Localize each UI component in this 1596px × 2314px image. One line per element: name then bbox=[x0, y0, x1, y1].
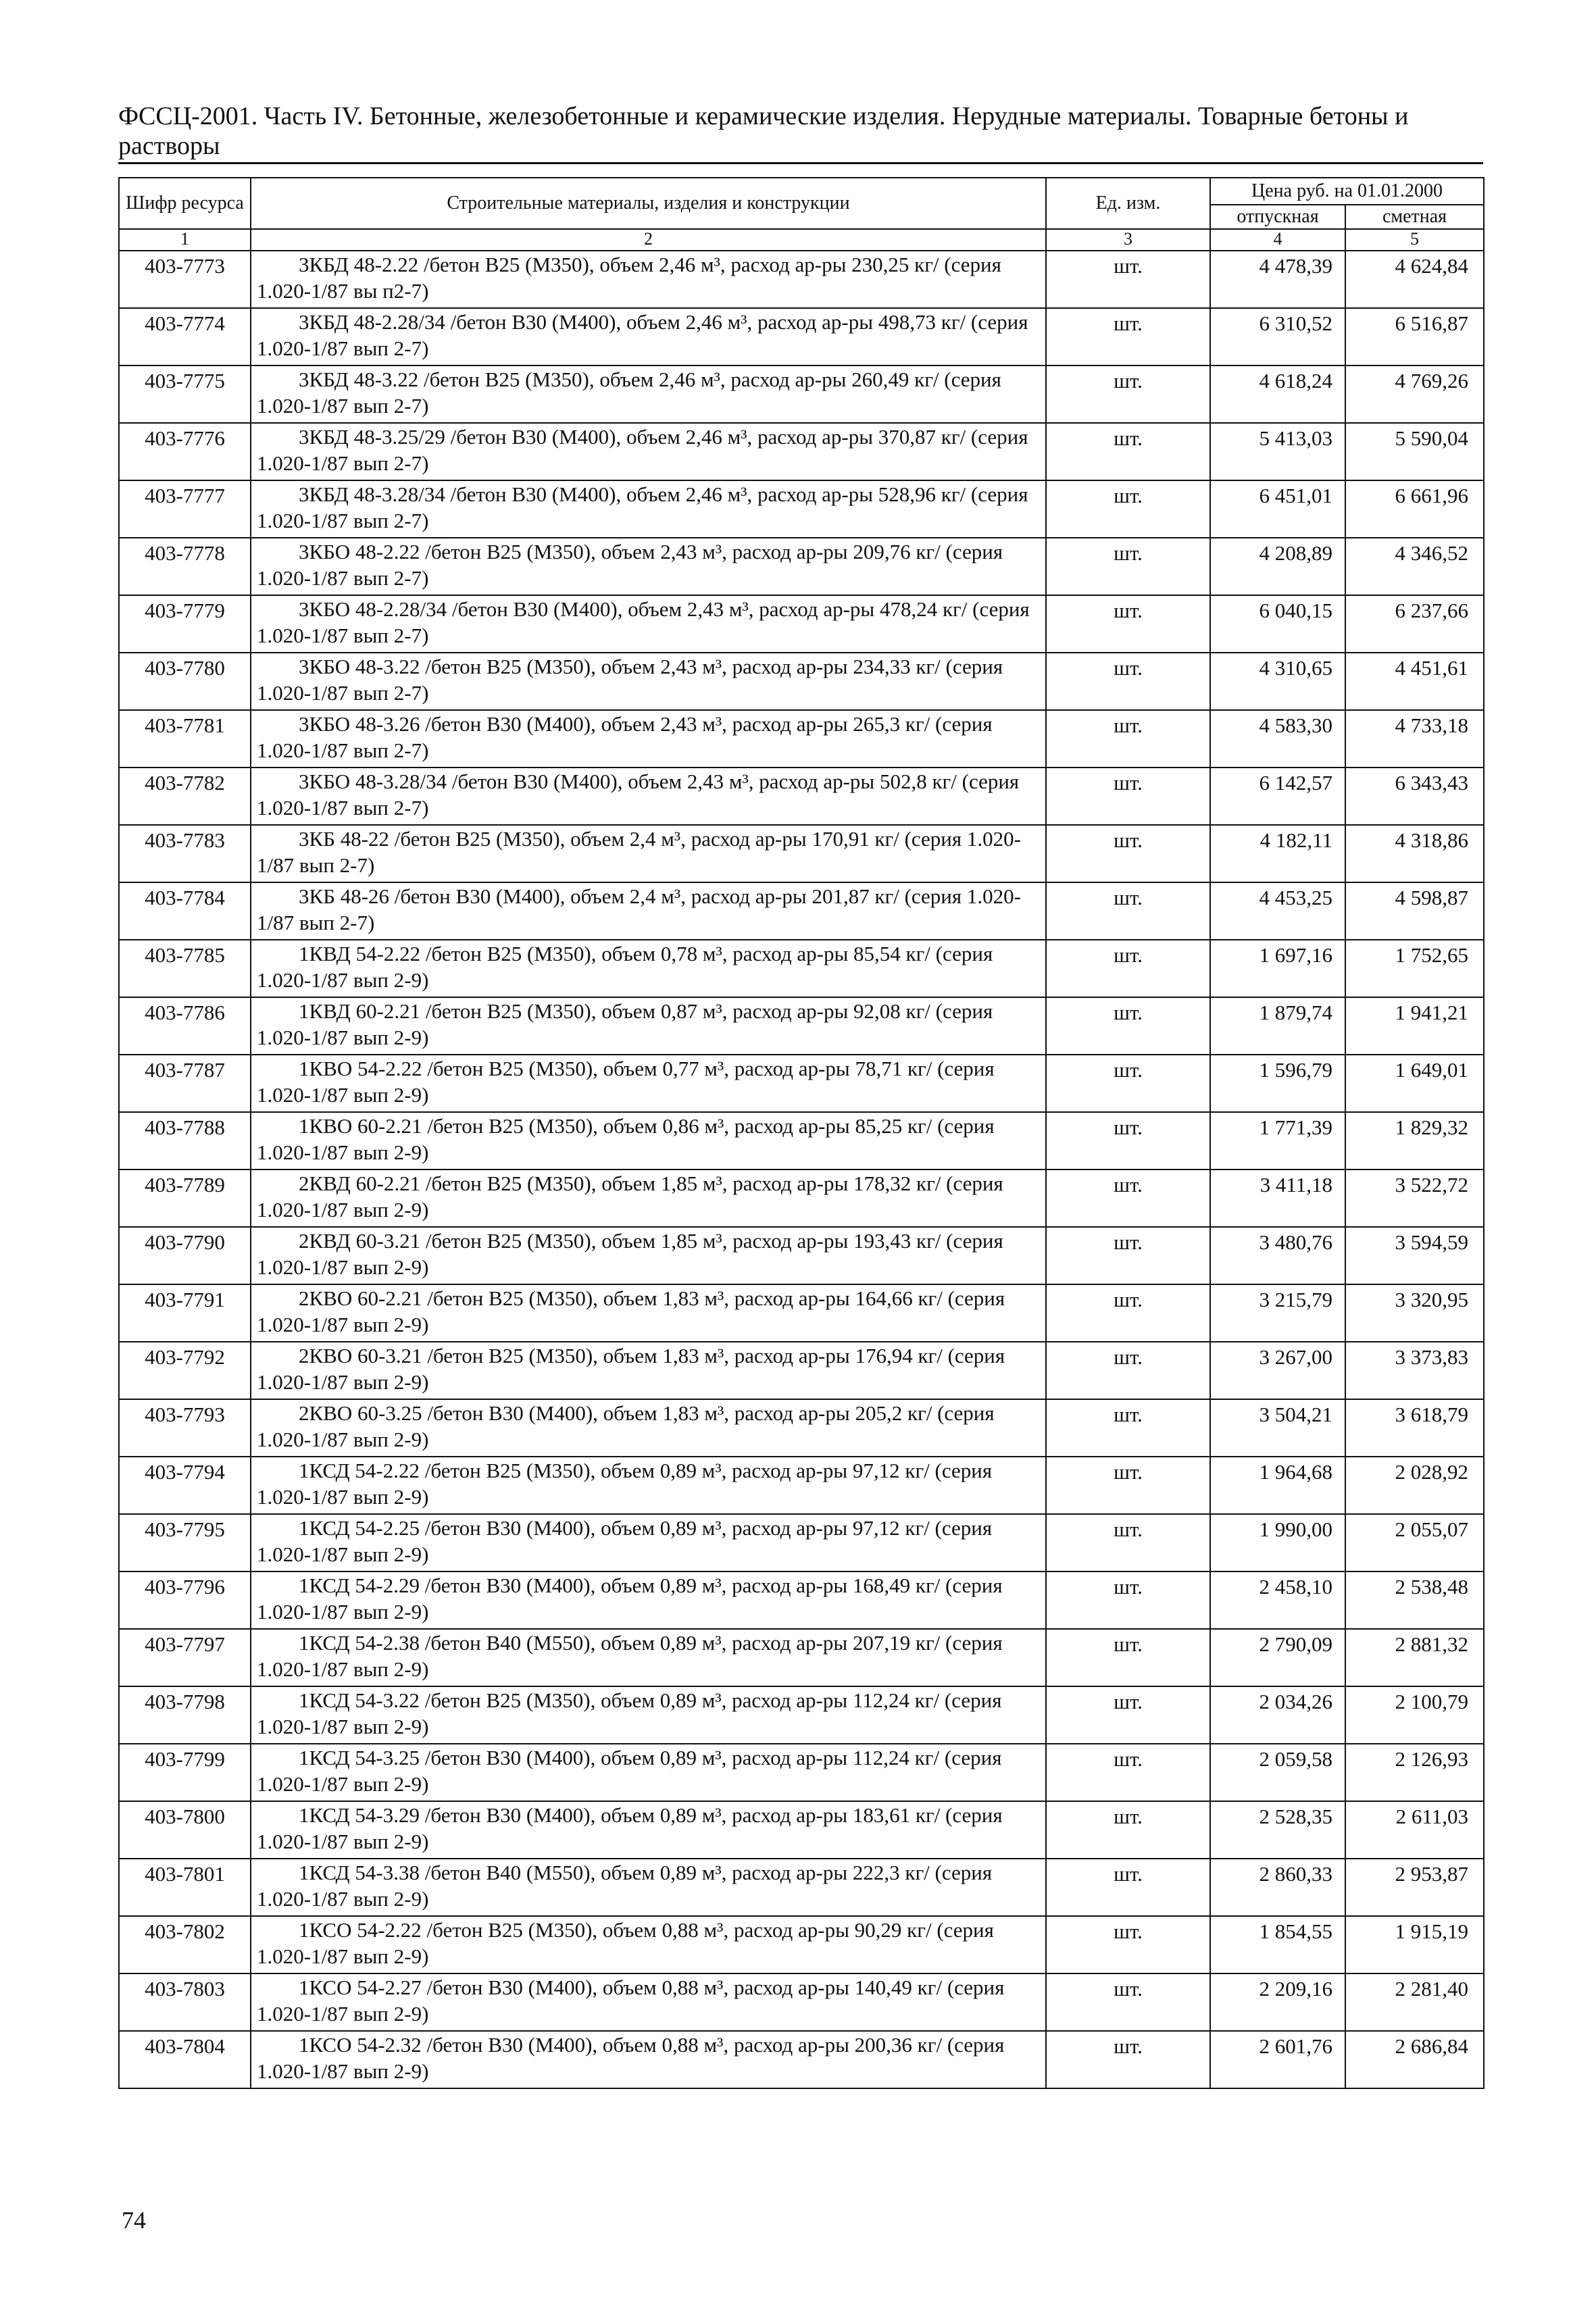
material-description-cell: 1КСД 54-3.22 /бетон В25 (М350), объем 0,89 м³, расход ар-ры 112,24 кг/ (серия 1.020-1/87 вып 2-9) bbox=[251, 1686, 1046, 1744]
material-description-cell: 3КБО 48-2.22 /бетон В25 (М350), объем 2,43 м³, расход ар-ры 209,76 кг/ (серия 1.020-1/87 вып 2-7) bbox=[251, 538, 1046, 595]
resource-code-cell: 403-7800 bbox=[119, 1801, 251, 1859]
material-description-cell: 3КБД 48-3.25/29 /бетон В30 (М400), объем 2,46 м³, расход ар-ры 370,87 кг/ (серия 1.020-1/87 вып 2-7) bbox=[251, 423, 1046, 480]
material-description-cell: 1КСД 54-2.29 /бетон В30 (М400), объем 0,89 м³, расход ар-ры 168,49 кг/ (серия 1.020-1/87 вып 2-9) bbox=[251, 1571, 1046, 1629]
resource-code-cell: 403-7790 bbox=[119, 1227, 251, 1284]
estimate-price-cell: 2 611,03 bbox=[1345, 1801, 1484, 1859]
resource-code-cell: 403-7774 bbox=[119, 308, 251, 366]
material-description-cell: 1КСО 54-2.32 /бетон В30 (М400), объем 0,88 м³, расход ар-ры 200,36 кг/ (серия 1.020-1/87 вып 2-9) bbox=[251, 2031, 1046, 2088]
estimate-price-cell: 1 649,01 bbox=[1345, 1055, 1484, 1112]
material-description-cell: 2КВД 60-2.21 /бетон В25 (М350), объем 1,85 м³, расход ар-ры 178,32 кг/ (серия 1.020-1/87 вып 2-9) bbox=[251, 1169, 1046, 1227]
release-price-cell: 2 458,10 bbox=[1210, 1571, 1345, 1629]
unit-cell: шт. bbox=[1046, 1055, 1210, 1112]
table-row bbox=[119, 1284, 1484, 1342]
unit-cell: шт. bbox=[1046, 308, 1210, 366]
table-row bbox=[119, 308, 1484, 366]
estimate-price-cell: 2 281,40 bbox=[1345, 1973, 1484, 2031]
release-price-cell: 6 310,52 bbox=[1210, 308, 1345, 366]
column-number-4: 4 bbox=[1210, 229, 1345, 251]
estimate-price-cell: 1 915,19 bbox=[1345, 1916, 1484, 1973]
resource-code-cell: 403-7787 bbox=[119, 1055, 251, 1112]
unit-cell: шт. bbox=[1046, 940, 1210, 997]
release-price-cell: 3 504,21 bbox=[1210, 1399, 1345, 1457]
table-row bbox=[119, 768, 1484, 825]
estimate-price-cell: 6 661,96 bbox=[1345, 480, 1484, 538]
estimate-price-cell: 6 343,43 bbox=[1345, 768, 1484, 825]
resource-code-cell: 403-7796 bbox=[119, 1571, 251, 1629]
release-price-cell: 2 034,26 bbox=[1210, 1686, 1345, 1744]
material-description-cell: 3КБО 48-3.22 /бетон В25 (М350), объем 2,43 м³, расход ар-ры 234,33 кг/ (серия 1.020-1/87 вып 2-7) bbox=[251, 653, 1046, 710]
table-row bbox=[119, 1169, 1484, 1227]
release-price-cell: 3 215,79 bbox=[1210, 1284, 1345, 1342]
table-row bbox=[119, 1055, 1484, 1112]
page-header-title: ФССЦ-2001. Часть IV. Бетонные, железобетонные и керамические изделия. Нерудные материалы. Товарные бетоны и растворы bbox=[118, 102, 1409, 160]
estimate-price-cell: 2 126,93 bbox=[1345, 1744, 1484, 1801]
unit-cell: шт. bbox=[1046, 1399, 1210, 1457]
unit-cell: шт. bbox=[1046, 1916, 1210, 1973]
estimate-price-cell: 4 318,86 bbox=[1345, 825, 1484, 882]
release-price-cell: 1 879,74 bbox=[1210, 997, 1345, 1055]
unit-cell: шт. bbox=[1046, 1342, 1210, 1399]
table-row bbox=[119, 1859, 1484, 1916]
material-description-cell: 3КБО 48-2.28/34 /бетон В30 (М400), объем 2,43 м³, расход ар-ры 478,24 кг/ (серия 1.020-1/87 вып 2-7) bbox=[251, 595, 1046, 653]
material-description-cell: 1КВД 60-2.21 /бетон В25 (М350), объем 0,87 м³, расход ар-ры 92,08 кг/ (серия 1.020-1/87 вып 2-9) bbox=[251, 997, 1046, 1055]
material-description-cell: 2КВО 60-2.21 /бетон В25 (М350), объем 1,83 м³, расход ар-ры 164,66 кг/ (серия 1.020-1/87 вып 2-9) bbox=[251, 1284, 1046, 1342]
table-row bbox=[119, 1342, 1484, 1399]
resource-code-cell: 403-7777 bbox=[119, 480, 251, 538]
material-description-cell: 3КБО 48-3.26 /бетон В30 (М400), объем 2,43 м³, расход ар-ры 265,3 кг/ (серия 1.020-1/87 вып 2-7) bbox=[251, 710, 1046, 768]
material-description-cell: 2КВО 60-3.25 /бетон В30 (М400), объем 1,83 м³, расход ар-ры 205,2 кг/ (серия 1.020-1/87 вып 2-9) bbox=[251, 1399, 1046, 1457]
unit-cell: шт. bbox=[1046, 1514, 1210, 1571]
unit-cell: шт. bbox=[1046, 768, 1210, 825]
resource-code-cell: 403-7786 bbox=[119, 997, 251, 1055]
material-description-cell: 1КСД 54-2.25 /бетон В30 (М400), объем 0,89 м³, расход ар-ры 97,12 кг/ (серия 1.020-1/87 вып 2-9) bbox=[251, 1514, 1046, 1571]
estimate-price-cell: 3 373,83 bbox=[1345, 1342, 1484, 1399]
column-number-3: 3 bbox=[1046, 229, 1210, 251]
material-description-cell: 3КБД 48-2.22 /бетон В25 (М350), объем 2,46 м³, расход ар-ры 230,25 кг/ (серия 1.020-1/87 вы п2-7) bbox=[251, 251, 1046, 308]
resource-code-cell: 403-7795 bbox=[119, 1514, 251, 1571]
release-price-cell: 4 478,39 bbox=[1210, 251, 1345, 308]
estimate-price-cell: 1 752,65 bbox=[1345, 940, 1484, 997]
table-row bbox=[119, 595, 1484, 653]
table-row bbox=[119, 940, 1484, 997]
resource-code-cell: 403-7802 bbox=[119, 1916, 251, 1973]
header-divider bbox=[118, 162, 1483, 164]
release-price-cell: 1 697,16 bbox=[1210, 940, 1345, 997]
release-price-cell: 2 790,09 bbox=[1210, 1629, 1345, 1686]
resource-code-cell: 403-7803 bbox=[119, 1973, 251, 2031]
resource-code-cell: 403-7778 bbox=[119, 538, 251, 595]
header-release-price: отпускная bbox=[1210, 205, 1345, 229]
unit-cell: шт. bbox=[1046, 710, 1210, 768]
estimate-price-cell: 4 346,52 bbox=[1345, 538, 1484, 595]
table-row bbox=[119, 825, 1484, 882]
material-description-cell: 1КСД 54-2.38 /бетон В40 (М550), объем 0,89 м³, расход ар-ры 207,19 кг/ (серия 1.020-1/87 вып 2-9) bbox=[251, 1629, 1046, 1686]
material-description-cell: 1КСД 54-3.25 /бетон В30 (М400), объем 0,89 м³, расход ар-ры 112,24 кг/ (серия 1.020-1/87 вып 2-9) bbox=[251, 1744, 1046, 1801]
material-description-cell: 1КВО 60-2.21 /бетон В25 (М350), объем 0,86 м³, расход ар-ры 85,25 кг/ (серия 1.020-1/87 вып 2-9) bbox=[251, 1112, 1046, 1169]
table-row bbox=[119, 2031, 1484, 2088]
resource-code-cell: 403-7804 bbox=[119, 2031, 251, 2088]
release-price-cell: 1 771,39 bbox=[1210, 1112, 1345, 1169]
estimate-price-cell: 2 686,84 bbox=[1345, 2031, 1484, 2088]
resource-code-cell: 403-7792 bbox=[119, 1342, 251, 1399]
resource-code-cell: 403-7791 bbox=[119, 1284, 251, 1342]
material-description-cell: 1КСД 54-3.29 /бетон В30 (М400), объем 0,89 м³, расход ар-ры 183,61 кг/ (серия 1.020-1/87 вып 2-9) bbox=[251, 1801, 1046, 1859]
page-number: 74 bbox=[122, 2207, 146, 2234]
unit-cell: шт. bbox=[1046, 2031, 1210, 2088]
table-row bbox=[119, 1514, 1484, 1571]
estimate-price-cell: 2 538,48 bbox=[1345, 1571, 1484, 1629]
table-body bbox=[119, 251, 1484, 2088]
material-description-cell: 3КБД 48-3.22 /бетон В25 (М350), объем 2,46 м³, расход ар-ры 260,49 кг/ (серия 1.020-1/87 вып 2-7) bbox=[251, 366, 1046, 423]
table-row bbox=[119, 1801, 1484, 1859]
release-price-cell: 4 182,11 bbox=[1210, 825, 1345, 882]
release-price-cell: 4 618,24 bbox=[1210, 366, 1345, 423]
table-row bbox=[119, 1457, 1484, 1514]
estimate-price-cell: 2 881,32 bbox=[1345, 1629, 1484, 1686]
price-table bbox=[118, 177, 1485, 2089]
resource-code-cell: 403-7798 bbox=[119, 1686, 251, 1744]
release-price-cell: 3 411,18 bbox=[1210, 1169, 1345, 1227]
release-price-cell: 6 040,15 bbox=[1210, 595, 1345, 653]
estimate-price-cell: 4 451,61 bbox=[1345, 653, 1484, 710]
unit-cell: шт. bbox=[1046, 1744, 1210, 1801]
resource-code-cell: 403-7782 bbox=[119, 768, 251, 825]
release-price-cell: 2 601,76 bbox=[1210, 2031, 1345, 2088]
table-row bbox=[119, 480, 1484, 538]
release-price-cell: 3 267,00 bbox=[1210, 1342, 1345, 1399]
table-row bbox=[119, 1629, 1484, 1686]
table-row bbox=[119, 1973, 1484, 2031]
release-price-cell: 6 451,01 bbox=[1210, 480, 1345, 538]
material-description-cell: 1КСД 54-3.38 /бетон В40 (М550), объем 0,89 м³, расход ар-ры 222,3 кг/ (серия 1.020-1/87 вып 2-9) bbox=[251, 1859, 1046, 1916]
material-description-cell: 3КБД 48-3.28/34 /бетон В30 (М400), объем 2,46 м³, расход ар-ры 528,96 кг/ (серия 1.020-1/87 вып 2-7) bbox=[251, 480, 1046, 538]
resource-code-cell: 403-7789 bbox=[119, 1169, 251, 1227]
table-row bbox=[119, 1112, 1484, 1169]
unit-cell: шт. bbox=[1046, 366, 1210, 423]
material-description-cell: 2КВО 60-3.21 /бетон В25 (М350), объем 1,83 м³, расход ар-ры 176,94 кг/ (серия 1.020-1/87 вып 2-9) bbox=[251, 1342, 1046, 1399]
resource-code-cell: 403-7801 bbox=[119, 1859, 251, 1916]
unit-cell: шт. bbox=[1046, 653, 1210, 710]
table-row bbox=[119, 538, 1484, 595]
estimate-price-cell: 3 618,79 bbox=[1345, 1399, 1484, 1457]
header-price: Цена руб. на 01.01.2000 bbox=[1210, 178, 1484, 205]
table-header bbox=[119, 178, 1484, 251]
resource-code-cell: 403-7797 bbox=[119, 1629, 251, 1686]
unit-cell: шт. bbox=[1046, 1686, 1210, 1744]
resource-code-cell: 403-7773 bbox=[119, 251, 251, 308]
release-price-cell: 1 990,00 bbox=[1210, 1514, 1345, 1571]
table-row bbox=[119, 1399, 1484, 1457]
estimate-price-cell: 4 598,87 bbox=[1345, 882, 1484, 940]
unit-cell: шт. bbox=[1046, 1571, 1210, 1629]
resource-code-cell: 403-7780 bbox=[119, 653, 251, 710]
resource-code-cell: 403-7788 bbox=[119, 1112, 251, 1169]
material-description-cell: 1КСД 54-2.22 /бетон В25 (М350), объем 0,89 м³, расход ар-ры 97,12 кг/ (серия 1.020-1/87 вып 2-9) bbox=[251, 1457, 1046, 1514]
table-row bbox=[119, 366, 1484, 423]
estimate-price-cell: 4 769,26 bbox=[1345, 366, 1484, 423]
unit-cell: шт. bbox=[1046, 825, 1210, 882]
unit-cell: шт. bbox=[1046, 997, 1210, 1055]
table-row bbox=[119, 423, 1484, 480]
estimate-price-cell: 2 028,92 bbox=[1345, 1457, 1484, 1514]
resource-code-cell: 403-7781 bbox=[119, 710, 251, 768]
release-price-cell: 1 964,68 bbox=[1210, 1457, 1345, 1514]
estimate-price-cell: 4 624,84 bbox=[1345, 251, 1484, 308]
material-description-cell: 3КБ 48-22 /бетон В25 (М350), объем 2,4 м³, расход ар-ры 170,91 кг/ (серия 1.020-1/87 вып 2-7) bbox=[251, 825, 1046, 882]
release-price-cell: 4 583,30 bbox=[1210, 710, 1345, 768]
release-price-cell: 3 480,76 bbox=[1210, 1227, 1345, 1284]
release-price-cell: 2 860,33 bbox=[1210, 1859, 1345, 1916]
header-estimate-price: сметная bbox=[1345, 205, 1484, 229]
unit-cell: шт. bbox=[1046, 1629, 1210, 1686]
table-row bbox=[119, 251, 1484, 308]
column-number-2: 2 bbox=[251, 229, 1046, 251]
table-row bbox=[119, 710, 1484, 768]
resource-code-cell: 403-7794 bbox=[119, 1457, 251, 1514]
table-row bbox=[119, 1744, 1484, 1801]
unit-cell: шт. bbox=[1046, 1973, 1210, 2031]
estimate-price-cell: 3 522,72 bbox=[1345, 1169, 1484, 1227]
unit-cell: шт. bbox=[1046, 1859, 1210, 1916]
material-description-cell: 3КБО 48-3.28/34 /бетон В30 (М400), объем 2,43 м³, расход ар-ры 502,8 кг/ (серия 1.020-1/87 вып 2-7) bbox=[251, 768, 1046, 825]
resource-code-cell: 403-7783 bbox=[119, 825, 251, 882]
unit-cell: шт. bbox=[1046, 423, 1210, 480]
estimate-price-cell: 5 590,04 bbox=[1345, 423, 1484, 480]
release-price-cell: 4 310,65 bbox=[1210, 653, 1345, 710]
unit-cell: шт. bbox=[1046, 1169, 1210, 1227]
table-row bbox=[119, 1686, 1484, 1744]
header-unit: Ед. изм. bbox=[1046, 178, 1210, 229]
estimate-price-cell: 3 320,95 bbox=[1345, 1284, 1484, 1342]
estimate-price-cell: 2 055,07 bbox=[1345, 1514, 1484, 1571]
resource-code-cell: 403-7775 bbox=[119, 366, 251, 423]
unit-cell: шт. bbox=[1046, 1284, 1210, 1342]
resource-code-cell: 403-7776 bbox=[119, 423, 251, 480]
estimate-price-cell: 1 829,32 bbox=[1345, 1112, 1484, 1169]
material-description-cell: 2КВД 60-3.21 /бетон В25 (М350), объем 1,85 м³, расход ар-ры 193,43 кг/ (серия 1.020-1/87 вып 2-9) bbox=[251, 1227, 1046, 1284]
table-row bbox=[119, 997, 1484, 1055]
header-code: Шифр ресурса bbox=[119, 178, 251, 229]
unit-cell: шт. bbox=[1046, 882, 1210, 940]
release-price-cell: 2 209,16 bbox=[1210, 1973, 1345, 2031]
release-price-cell: 1 596,79 bbox=[1210, 1055, 1345, 1112]
column-number-5: 5 bbox=[1345, 229, 1484, 251]
estimate-price-cell: 4 733,18 bbox=[1345, 710, 1484, 768]
estimate-price-cell: 6 237,66 bbox=[1345, 595, 1484, 653]
table-row bbox=[119, 882, 1484, 940]
resource-code-cell: 403-7779 bbox=[119, 595, 251, 653]
unit-cell: шт. bbox=[1046, 595, 1210, 653]
material-description-cell: 1КВО 54-2.22 /бетон В25 (М350), объем 0,77 м³, расход ар-ры 78,71 кг/ (серия 1.020-1/87 вып 2-9) bbox=[251, 1055, 1046, 1112]
header-description: Строительные материалы, изделия и конструкции bbox=[251, 178, 1046, 229]
release-price-cell: 4 453,25 bbox=[1210, 882, 1345, 940]
unit-cell: шт. bbox=[1046, 480, 1210, 538]
resource-code-cell: 403-7793 bbox=[119, 1399, 251, 1457]
resource-code-cell: 403-7785 bbox=[119, 940, 251, 997]
unit-cell: шт. bbox=[1046, 251, 1210, 308]
estimate-price-cell: 2 100,79 bbox=[1345, 1686, 1484, 1744]
unit-cell: шт. bbox=[1046, 1112, 1210, 1169]
resource-code-cell: 403-7784 bbox=[119, 882, 251, 940]
release-price-cell: 2 059,58 bbox=[1210, 1744, 1345, 1801]
release-price-cell: 6 142,57 bbox=[1210, 768, 1345, 825]
material-description-cell: 1КВД 54-2.22 /бетон В25 (М350), объем 0,78 м³, расход ар-ры 85,54 кг/ (серия 1.020-1/87 вып 2-9) bbox=[251, 940, 1046, 997]
resource-code-cell: 403-7799 bbox=[119, 1744, 251, 1801]
material-description-cell: 1КСО 54-2.22 /бетон В25 (М350), объем 0,88 м³, расход ар-ры 90,29 кг/ (серия 1.020-1/87 вып 2-9) bbox=[251, 1916, 1046, 1973]
estimate-price-cell: 2 953,87 bbox=[1345, 1859, 1484, 1916]
unit-cell: шт. bbox=[1046, 538, 1210, 595]
table-row bbox=[119, 653, 1484, 710]
unit-cell: шт. bbox=[1046, 1801, 1210, 1859]
table-row bbox=[119, 1227, 1484, 1284]
material-description-cell: 3КБД 48-2.28/34 /бетон В30 (М400), объем 2,46 м³, расход ар-ры 498,73 кг/ (серия 1.020-1/87 вып 2-7) bbox=[251, 308, 1046, 366]
material-description-cell: 1КСО 54-2.27 /бетон В30 (М400), объем 0,88 м³, расход ар-ры 140,49 кг/ (серия 1.020-1/87 вып 2-9) bbox=[251, 1973, 1046, 2031]
estimate-price-cell: 1 941,21 bbox=[1345, 997, 1484, 1055]
estimate-price-cell: 3 594,59 bbox=[1345, 1227, 1484, 1284]
estimate-price-cell: 6 516,87 bbox=[1345, 308, 1484, 366]
release-price-cell: 5 413,03 bbox=[1210, 423, 1345, 480]
column-number-1: 1 bbox=[119, 229, 251, 251]
table-row bbox=[119, 1916, 1484, 1973]
material-description-cell: 3КБ 48-26 /бетон В30 (М400), объем 2,4 м³, расход ар-ры 201,87 кг/ (серия 1.020-1/87 вып 2-7) bbox=[251, 882, 1046, 940]
release-price-cell: 2 528,35 bbox=[1210, 1801, 1345, 1859]
unit-cell: шт. bbox=[1046, 1457, 1210, 1514]
table-row bbox=[119, 1571, 1484, 1629]
release-price-cell: 1 854,55 bbox=[1210, 1916, 1345, 1973]
unit-cell: шт. bbox=[1046, 1227, 1210, 1284]
release-price-cell: 4 208,89 bbox=[1210, 538, 1345, 595]
